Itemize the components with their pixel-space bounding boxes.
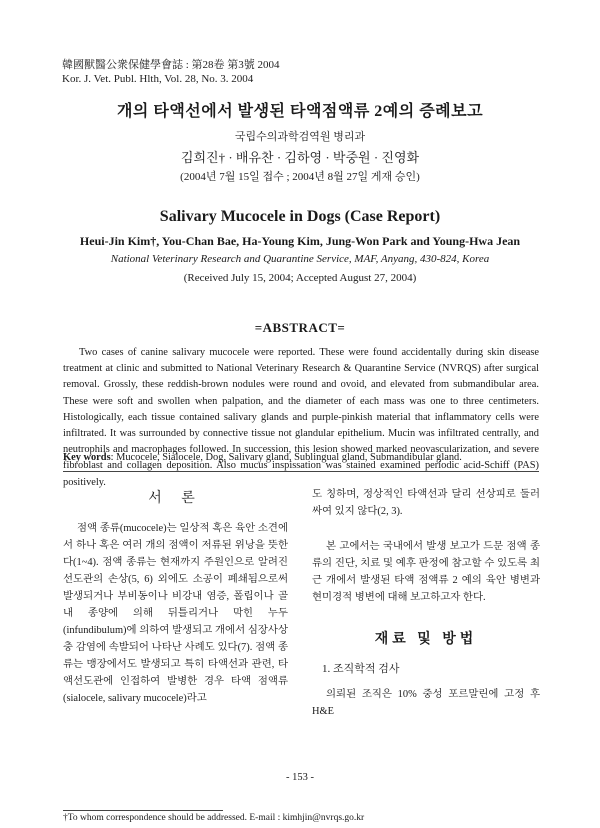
methods-heading: 재료 및 방법: [374, 632, 478, 647]
dates-korean: (2004년 7월 15일 접수 ; 2004년 8월 27일 게재 승인): [180, 171, 420, 183]
methods-subheading: 1. 조직학적 검사: [322, 663, 400, 675]
abstract-text: Two cases of canine salivary mucocele were reported. These were found accidentally during skin disease treatment at clinic and submitted to National Veterinary Research & Quarantine Service (NVRQS) after surgical removal. Grossly, these reddish-brown nodules were round and ovoid, and elevated from submandibular area. These were soft and swollen when palpation, and the diameter of each mass was one to three centimeters. Histologically, each tissue contained salivary glands and purple-pinkish material that inflammatory cells were infiltrated. It was surrounded by connective tissue not glandular epithelium. Mucin was infiltrated centrally, and neutrophils and macrophages followed. In succession, this lesion showed marked neovascularization, and severe fibroblast and collagen deposition. Also mucus inspissation was stained examined periodic acid-Schiff (PAS) positively.: [63, 347, 539, 488]
journal-citation: [62, 58, 280, 86]
affiliation-korean: 국립수의과학검역원 병리과: [234, 131, 366, 143]
keywords-label: Key words: [63, 452, 111, 463]
journal-citation-korean: 韓國獸醫公衆保健學會誌 : 第28卷 第3號 2004: [62, 59, 280, 71]
intro-paragraph: 점액 종류(mucocele)는 일상적 혹은 육안 소견에서 하나 혹은 여러 개의 점액이 저류된 위낭을 뜻한다(1~4). 점액 종류는 현재까지 주원인으로 알려진 선도관의 손상(5, 6) 외에도 소공이 폐쇄됨으로써 발생되거나 부비동이나 비강내 염증, 폴립이나 골내 종양에 의해 뒤틀리거나 막힌 누두(infundibulum)에 의하여 발생되고 개에서 심장사상충 감염에 속발되어 나타난 사례도 있다(7). 점액 종류는 맹장에서도 발생되고 특히 타액선과 관련, 타액선도관에 인접하여 발병한 경우 타액 점액류(sialocele, salivary mucocele)라고: [63, 523, 288, 704]
section-divider: [63, 471, 539, 472]
page-number: - 153 -: [286, 772, 314, 783]
authors-english: Heui-Jin Kim†, You-Chan Bae, Ha-Young Kim, Jung-Won Park and Young-Hwa Jean: [79, 234, 521, 248]
footnote: †To whom correspondence should be addressed. E-mail : kimhjin@nvrqs.go.kr: [63, 813, 365, 823]
authors-korean: 김희진† · 배유찬 · 김하영 · 박중원 · 진영화: [180, 150, 420, 165]
intro-continuation: 도 칭하며, 정상적인 타액선과 달리 선상피로 둘러싸여 있지 않다(2, 3).: [312, 489, 540, 517]
methods-text: 의뢰된 조직은 10% 중성 포르말린에 고정 후 H&E: [312, 689, 540, 717]
intro-heading: 서 론: [148, 491, 203, 506]
dates-english: (Received July 15, 2004; Accepted August 27, 2004): [183, 272, 417, 284]
journal-citation-english: Kor. J. Vet. Publ. Hlth, Vol. 28, No. 3. 2004: [62, 73, 254, 85]
title-english: Salivary Mucocele in Dogs (Case Report): [159, 208, 441, 225]
abstract-heading: =ABSTRACT=: [254, 320, 346, 335]
title-korean: 개의 타액선에서 발생된 타액점액류 2예의 증례보고: [116, 103, 484, 120]
keywords-list: : Mucocele, Sialocele, Dog, Salivary gland, Sublingual gland, Submandibular gland.: [110, 452, 462, 463]
footnote-divider: [63, 810, 223, 811]
keywords: [63, 451, 539, 465]
affiliation-english: National Veterinary Research and Quarantine Service, MAF, Anyang, 430-824, Korea: [110, 253, 490, 265]
intro-paragraph-2: 본 고에서는 국내에서 발생 보고가 드문 점액 종류의 진단, 치료 및 예후 판정에 참고할 수 있도록 최근 개에서 발생된 타액 점액류 2 예의 육안 병변과 현미경적 병변에 대해 보고하고자 한다.: [312, 541, 540, 603]
